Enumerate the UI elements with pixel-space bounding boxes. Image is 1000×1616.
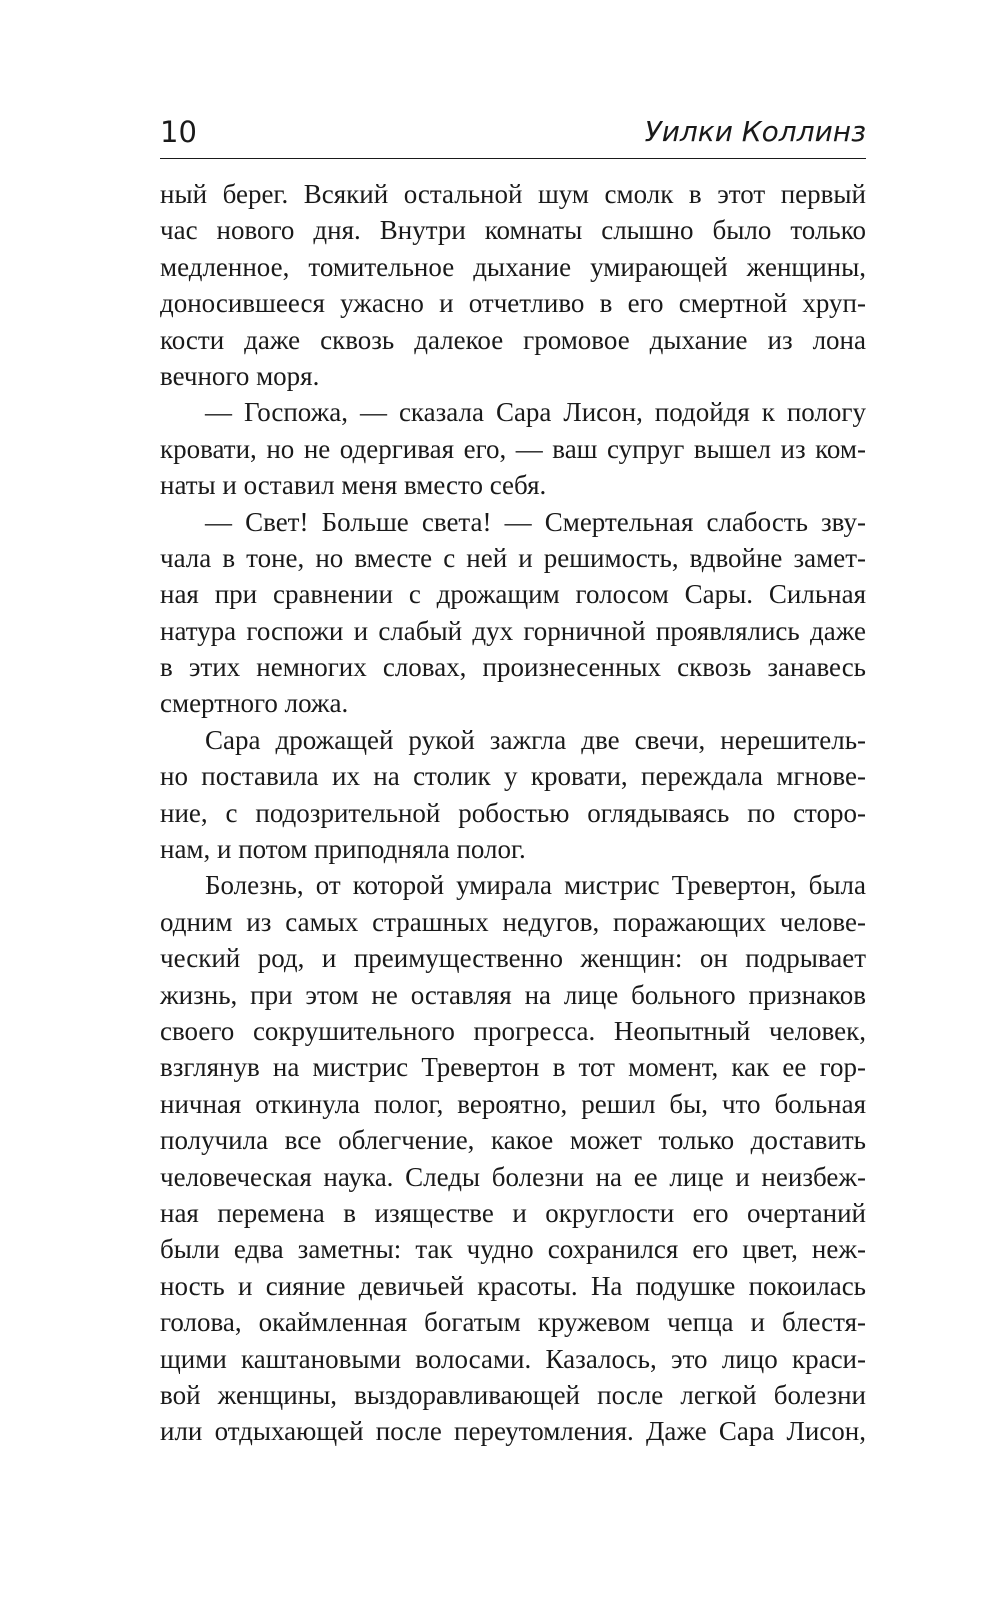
body-text [160,176,866,1450]
text-line: взглянув на мистрис Тревертон в тот момент, как ее гор- [160,1052,866,1083]
author-name: Уилки Коллинз [644,115,866,148]
text-line: одним из самых страшных недугов, поражающих челове- [160,906,866,937]
text-line: час нового дня. Внутри комнаты слышно было только [160,215,866,246]
text-line: нам, и потом приподняла полог. [160,834,526,865]
page-number: 10 [160,115,197,149]
text-line: своего сокрушительного прогресса. Неопытный человек, [160,1015,866,1046]
text-line: ность и сияние девичьей красоты. На подушке покоилась [160,1270,866,1301]
text-line: человеческая наука. Следы болезни на ее лице и неизбеж- [160,1161,866,1192]
text-line: были едва заметны: так чудно сохранился его цвет, неж- [160,1234,866,1265]
paragraph [160,394,866,503]
text-line: чала в тоне, но вместе с ней и решимость, вдвойне замет- [160,542,866,573]
text-line: ный берег. Всякий остальной шум смолк в этот первый [160,179,866,209]
paragraph [160,504,866,722]
text-line: вой женщины, выздоравливающей после легкой болезни [160,1379,866,1410]
text-line: получила все облегчение, какое может только доставить [160,1125,866,1156]
paragraph [160,867,866,1449]
text-line: ние, с подозрительной робостью оглядываясь по сторо- [160,797,866,828]
text-line: но поставила их на столик у кровати, переждала мгнове- [160,761,866,792]
text-line: — Свет! Больше света! — Смертельная слабость зву- [205,506,866,537]
text-line: голова, окаймленная богатым кружевом чепца и блестя- [160,1307,866,1338]
text-line: ная при сравнении с дрожащим голосом Сары. Сильная [160,579,866,610]
text-line: щими каштановыми волосами. Казалось, это лицо краси- [160,1343,866,1374]
text-line: медленное, томительное дыхание умирающей женщины, [160,251,866,282]
text-line: ничная откинула полог, вероятно, решил бы, что больная [160,1088,866,1119]
text-line: натура госпожи и слабый дух горничной проявлялись даже [160,615,866,646]
text-line: кровати, но не одергивая его, — ваш супруг вышел из ком- [160,433,866,464]
text-line: смертного ложа. [160,688,349,719]
text-line: жизнь, при этом не оставляя на лице больного признаков [160,979,866,1010]
text-line: в этих немногих словах, произнесенных сквозь занавесь [160,652,866,683]
text-line: Сара дрожащей рукой зажгла две свечи, нерешитель- [205,724,866,755]
text-line: вечного моря. [160,360,320,391]
text-line: — Госпожа, — сказала Сара Лисон, подойдя к пологу [205,397,866,428]
text-line: кости даже сквозь далекое громовое дыхание из лона [160,324,866,355]
text-line: Болезнь, от которой умирала мистрис Тревертон, была [205,870,866,901]
running-header [160,112,866,159]
text-line: или отдыхающей после переутомления. Даже Сара Лисон, [160,1416,866,1447]
paragraph [160,722,866,868]
text-line: наты и оставил меня вместо себя. [160,470,547,501]
text-line: ческий род, и преимущественно женщин: он подрывает [160,943,866,974]
text-line: ная перемена в изяществе и округлости его очертаний [160,1197,866,1228]
text-line: доносившееся ужасно и отчетливо в его смертной хруп- [160,288,866,319]
paragraph [160,176,866,394]
